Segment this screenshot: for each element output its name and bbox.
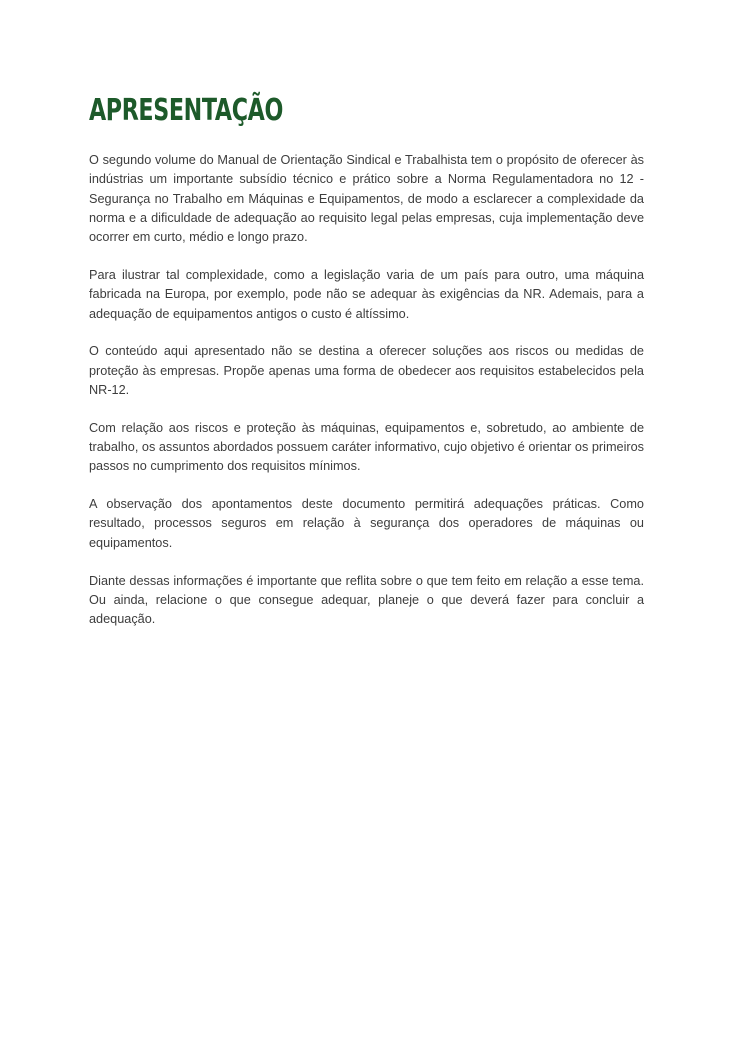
paragraph: O segundo volume do Manual de Orientação Sindical e Trabalhista tem o propósito de oferecer às indústrias um importante subsídio técnico e prático sobre a Norma Regulamentadora no 12 - Segurança no Trabalho em Máquinas e Equipamentos, de modo a esclarecer a complexidade da norma e a dificuldade de adequação ao requisito legal pelas empresas, cuja implementação deve ocorrer em curto, médio e longo prazo. — [89, 153, 644, 245]
paragraph: O conteúdo aqui apresentado não se destina a oferecer soluções aos riscos ou medidas de proteção às empresas. Propõe apenas uma forma de obedecer aos requisitos estabelecidos pela NR-12. — [89, 344, 644, 397]
paragraph: Com relação aos riscos e proteção às máquinas, equipamentos e, sobretudo, ao ambiente de trabalho, os assuntos abordados possuem caráter informativo, cujo objetivo é orientar os primeiros passos no cumprimento dos requisitos mínimos. — [89, 420, 645, 474]
body-text — [89, 151, 644, 648]
paragraph: A observação dos apontamentos deste documento permitirá adequações práticas. Como resultado, processos seguros em relação à segurança dos operadores de máquinas ou equipamentos. — [89, 497, 644, 550]
paragraph: Para ilustrar tal complexidade, como a legislação varia de um país para outro, uma máquina fabricada na Europa, por exemplo, pode não se adequar às exigências da NR. Ademais, para a adequação de equipamentos antigos o custo é altíssimo. — [89, 267, 644, 321]
paragraph: Diante dessas informações é importante que reflita sobre o que tem feito em relação a esse tema. Ou ainda, relacione o que consegue adequar, planeje o que deverá fazer para concluir a adequação. — [89, 573, 644, 627]
page-title: APRESENTAÇÃO — [89, 93, 283, 128]
